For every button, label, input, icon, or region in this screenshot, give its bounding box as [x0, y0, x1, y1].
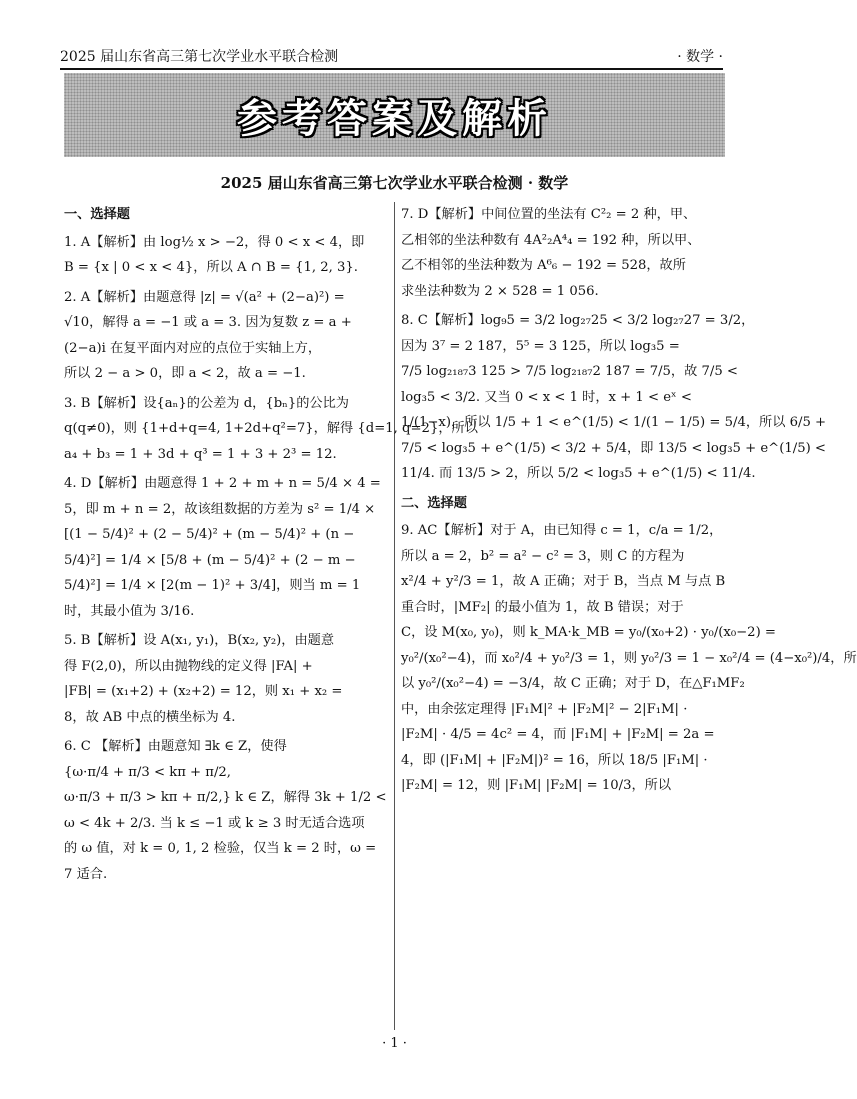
text-line: 4. D【解析】由题意得 1 + 2 + m + n = 5/4 × 4 = — [64, 476, 381, 491]
answer-5 — [64, 628, 387, 730]
text-line: √10，解得 a = −1 或 a = 3. 因为复数 z = a + — [64, 315, 352, 330]
text-line: 重合时，|MF₂| 的最小值为 1，故 B 错误；对于 — [401, 599, 684, 615]
answer-3 — [64, 391, 478, 468]
section-heading-choice: 一、选择题 — [64, 207, 130, 222]
header-rule — [60, 68, 723, 70]
text-line: C，设 M(x₀, y₀)，则 k_MA·k_MB = y₀/(x₀+2) · y₀/(x₀−2) = — [401, 625, 776, 640]
answer-8 — [401, 308, 827, 487]
answer-4 — [64, 471, 387, 624]
text-line: ω·π/3 + π/3 > kπ + π/2,} k ∈ Z，解得 3k + 1/2 < — [64, 790, 387, 805]
text-line: 6. C 【解析】由题意知 ∃k ∈ Z，使得 — [64, 739, 287, 754]
text-line: ω < 4k + 2/3. 当 k ≤ −1 或 k ≥ 3 时无适合选项 — [64, 815, 365, 831]
title-banner — [64, 73, 725, 157]
header-title: 2025 届山东省高三第七次学业水平联合检测 — [60, 49, 339, 65]
right-column — [401, 202, 857, 803]
column-divider — [394, 202, 395, 1030]
text-line: 9. AC【解析】对于 A，由已知得 c = 1，c/a = 1/2， — [401, 523, 723, 538]
text-line: 8，故 AB 中点的横坐标为 4. — [64, 709, 236, 725]
text-line: 7/5 < log₃5 + e^(1/5) < 3/2 + 5/4，即 13/5 < log₃5 + e^(1/5) < — [401, 440, 826, 456]
answer-6 — [64, 734, 387, 887]
text-line: a₄ + b₃ = 1 + 3d + q³ = 1 + 3 + 2³ = 12. — [64, 446, 337, 462]
text-line: 乙不相邻的坐法种数为 A⁶₆ − 192 = 528，故所 — [401, 258, 686, 273]
text-line: {ω·π/4 + π/3 < kπ + π/2, — [64, 764, 231, 780]
answer-9 — [401, 518, 857, 799]
text-line: x²/4 + y²/3 = 1，故 A 正确；对于 B，当点 M 与点 B — [401, 574, 726, 589]
text-line: 1. A【解析】由 log½ x > −2，得 0 < x < 4，即 — [64, 234, 365, 250]
text-line: y₀²/(x₀²−4)，而 x₀²/4 + y₀²/3 = 1，则 y₀²/3 = 1 − x₀²/4 = (4−x₀²)/4，所 — [401, 650, 857, 666]
text-line: log₃5 < 3/2. 又当 0 < x < 1 时，x + 1 < eˣ < — [401, 389, 692, 405]
text-line: 5. B【解析】设 A(x₁, y₁)，B(x₂, y₂)，由题意 — [64, 633, 335, 648]
text-line: 7 适合. — [64, 866, 108, 882]
text-line: 5，即 m + n = 2，故该组数据的方差为 s² = 1/4 × — [64, 501, 376, 517]
text-line: 1/(1−x)，所以 1/5 + 1 < e^(1/5) < 1/(1 − 1/5) = 5/4，所以 6/5 + — [401, 415, 827, 430]
text-line: 乙相邻的坐法种数有 4A²₂A⁴₄ = 192 种，所以甲、 — [401, 232, 701, 248]
text-line: 11/4. 而 13/5 > 2，所以 5/2 < log₃5 + e^(1/5) < 11/4. — [401, 466, 756, 481]
text-line: 3. B【解析】设{aₙ}的公差为 d，{bₙ}的公比为 — [64, 395, 349, 411]
text-line: 以 y₀²/(x₀²−4) = −3/4，故 C 正确；对于 D，在△F₁MF₂ — [401, 676, 745, 691]
text-line: 5/4)²] = 1/4 × [5/8 + (m − 5/4)² + (2 − m − — [64, 552, 356, 568]
text-line: q(q≠0)，则 {1+d+q=4, 1+2d+q²=7}，解得 {d=1, q=2}，所以 — [64, 421, 478, 436]
answer-1 — [64, 230, 387, 281]
page-number: · 1 · — [382, 1036, 407, 1051]
running-header — [60, 40, 723, 66]
text-line: 时，其最小值为 3/16. — [64, 603, 195, 619]
section-heading-multi: 二、选择题 — [401, 495, 467, 511]
text-line: 所以 2 − a > 0，即 a < 2，故 a = −1. — [64, 366, 306, 381]
text-line: |FB| = (x₁+2) + (x₂+2) = 12，则 x₁ + x₂ = — [64, 684, 343, 699]
text-line: 4，即 (|F₁M| + |F₂M|)² = 16，所以 18/5 |F₁M| · — [401, 752, 708, 768]
text-line: [(1 − 5/4)² + (2 − 5/4)² + (m − 5/4)² + (n − — [64, 527, 355, 542]
text-line: 8. C【解析】log₉5 = 3/2 log₂₇25 < 3/2 log₂₇27 = 3/2， — [401, 313, 755, 328]
text-line: 求坐法种数为 2 × 528 = 1 056. — [401, 283, 599, 299]
text-line: 中，由余弦定理得 |F₁M|² + |F₂M|² − 2|F₁M| · — [401, 701, 688, 717]
document-subtitle: 2025 届山东省高三第七次学业水平联合检测 · 数学 — [220, 174, 569, 192]
text-line: 所以 a = 2，b² = a² − c² = 3，则 C 的方程为 — [401, 548, 685, 564]
text-line: |F₂M| · 4/5 = 4c² = 4，而 |F₁M| + |F₂M| = 2a = — [401, 727, 715, 742]
answer-7 — [401, 202, 726, 304]
header-subject: · 数学 · — [677, 49, 723, 65]
text-line: (2−a)i 在复平面内对应的点位于实轴上方， — [64, 340, 322, 356]
text-line: B = {x | 0 < x < 4}，所以 A ∩ B = {1, 2, 3}. — [64, 260, 359, 275]
answer-2 — [64, 285, 387, 387]
text-line: 7/5 log₂₁₈₇3 125 > 7/5 log₂₁₈₇2 187 = 7/5，故 7/5 < — [401, 364, 738, 379]
text-line: |F₂M| = 12，则 |F₁M| |F₂M| = 10/3，所以 — [401, 778, 672, 793]
text-line: 因为 3⁷ = 2 187，5⁵ = 3 125，所以 log₃5 = — [401, 338, 680, 354]
text-line: 5/4)²] = 1/4 × [2(m − 1)² + 3/4]，则当 m = 1 — [64, 578, 361, 593]
text-line: 的 ω 值，对 k = 0, 1, 2 检验，仅当 k = 2 时，ω = — [64, 841, 377, 856]
text-line: 7. D【解析】中间位置的坐法有 C²₂ = 2 种，甲、 — [401, 207, 697, 222]
text-line: 得 F(2,0)，所以由抛物线的定义得 |FA| + — [64, 658, 313, 674]
banner-title: 参考答案及解析 — [237, 95, 552, 142]
text-line: 2. A【解析】由题意得 |z| = √(a² + (2−a)²) = — [64, 289, 345, 305]
